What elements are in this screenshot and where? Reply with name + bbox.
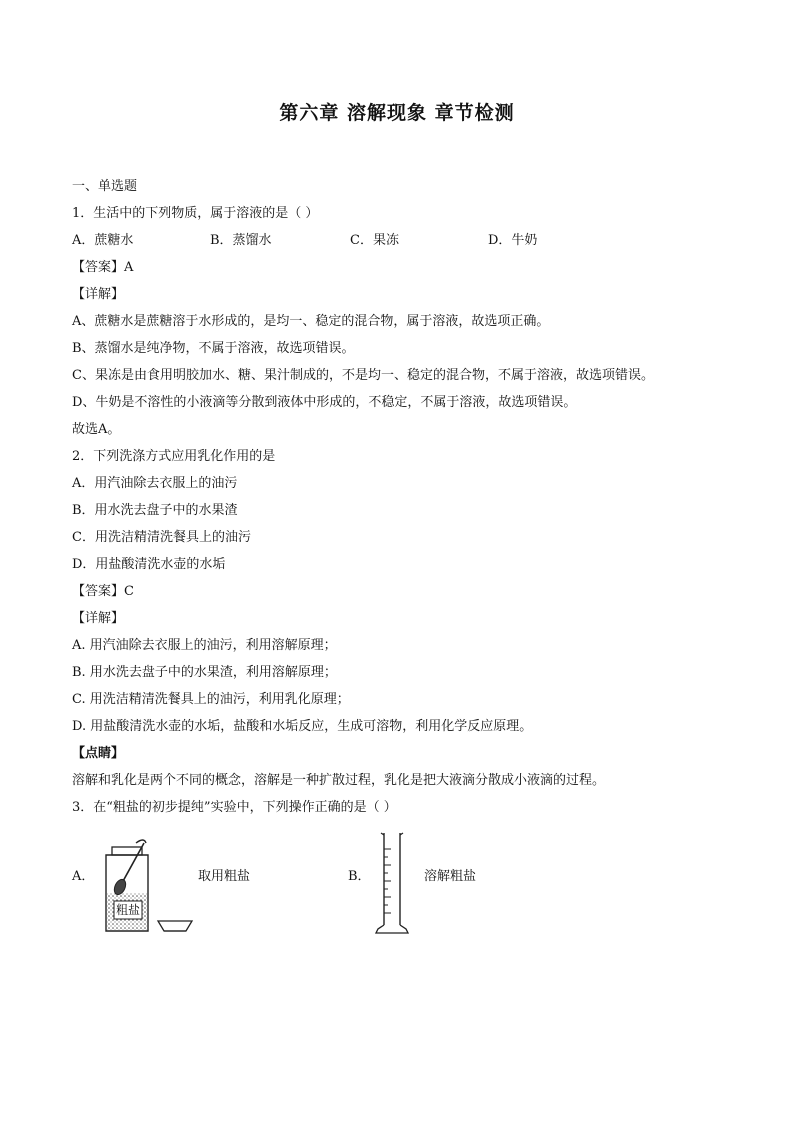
q2-explanation-a: A. 用汽油除去衣服上的油污，利用溶解原理；	[72, 638, 337, 653]
q3-option-a-letter: A．	[72, 869, 95, 884]
q2-explanation-c: C. 用洗洁精清洗餐具上的油污，利用乳化原理；	[72, 692, 350, 707]
q2-option-b: B．用水洗去盘子中的水果渣	[72, 503, 238, 518]
q1-conclusion: 故选A。	[72, 422, 121, 437]
q2-stem: 2．下列洗涤方式应用乳化作用的是	[72, 449, 276, 464]
q1-explanation-d: D、牛奶是不溶性的小液滴等分散到液体中形成的，不稳定，不属于溶液，故选项错误。	[72, 395, 577, 410]
jar-label-text: 粗盐	[115, 903, 141, 917]
q2-option-c: C．用洗洁精清洗餐具上的油污	[72, 530, 251, 545]
q3-option-a-label: 取用粗盐	[198, 869, 251, 884]
q1-explanation-a: A、蔗糖水是蔗糖溶于水形成的，是均一、稳定的混合物，属于溶液，故选项正确。	[72, 314, 550, 329]
page-title: 第六章 溶解现象 章节检测	[279, 102, 515, 124]
q3-figures	[72, 821, 732, 941]
q2-comment-label: 【点睛】	[72, 746, 125, 761]
q2-option-d: D．用盐酸清洗水壶的水垢	[72, 557, 226, 572]
q1-option-b: B．蒸馏水	[210, 233, 272, 248]
q2-comment: 溶解和乳化是两个不同的概念，溶解是一种扩散过程，乳化是把大液滴分散成小液滴的过程。	[72, 773, 606, 788]
q1-option-a: A．蔗糖水	[72, 233, 134, 248]
q3-option-b-label: 溶解粗盐	[424, 869, 477, 884]
graduated-cylinder-icon	[372, 829, 416, 937]
q2-detail-label: 【详解】	[72, 611, 125, 626]
document-body	[72, 173, 732, 941]
q2-option-a: A．用汽油除去衣服上的油污	[72, 476, 238, 491]
q3-option-b-letter: B．	[348, 869, 371, 884]
q2-explanation-b: B. 用水洗去盘子中的水果渣，利用溶解原理；	[72, 665, 337, 680]
q1-option-d: D．牛奶	[488, 233, 538, 248]
q2-answer: 【答案】C	[72, 584, 134, 599]
salt-jar-icon	[100, 835, 200, 935]
q1-options	[72, 227, 732, 254]
q1-explanation-b: B、蒸馏水是纯净物，不属于溶液，故选项错误。	[72, 341, 355, 356]
q1-answer: 【答案】A	[72, 260, 134, 275]
q1-stem: 1．生活中的下列物质，属于溶液的是（ ）	[72, 206, 319, 221]
q3-stem: 3．在“粗盐的初步提纯”实验中，下列操作正确的是（ ）	[72, 800, 397, 815]
q1-option-c: C．果冻	[350, 233, 399, 248]
q1-explanation-c: C、果冻是由食用明胶加水、糖、果汁制成的，不是均一、稳定的混合物，不属于溶液，故选项错误。	[72, 368, 654, 383]
section-heading: 一、单选题	[72, 179, 138, 194]
q2-explanation-d: D. 用盐酸清洗水壶的水垢，盐酸和水垢反应，生成可溶物，利用化学反应原理。	[72, 719, 533, 734]
q1-detail-label: 【详解】	[72, 287, 125, 302]
